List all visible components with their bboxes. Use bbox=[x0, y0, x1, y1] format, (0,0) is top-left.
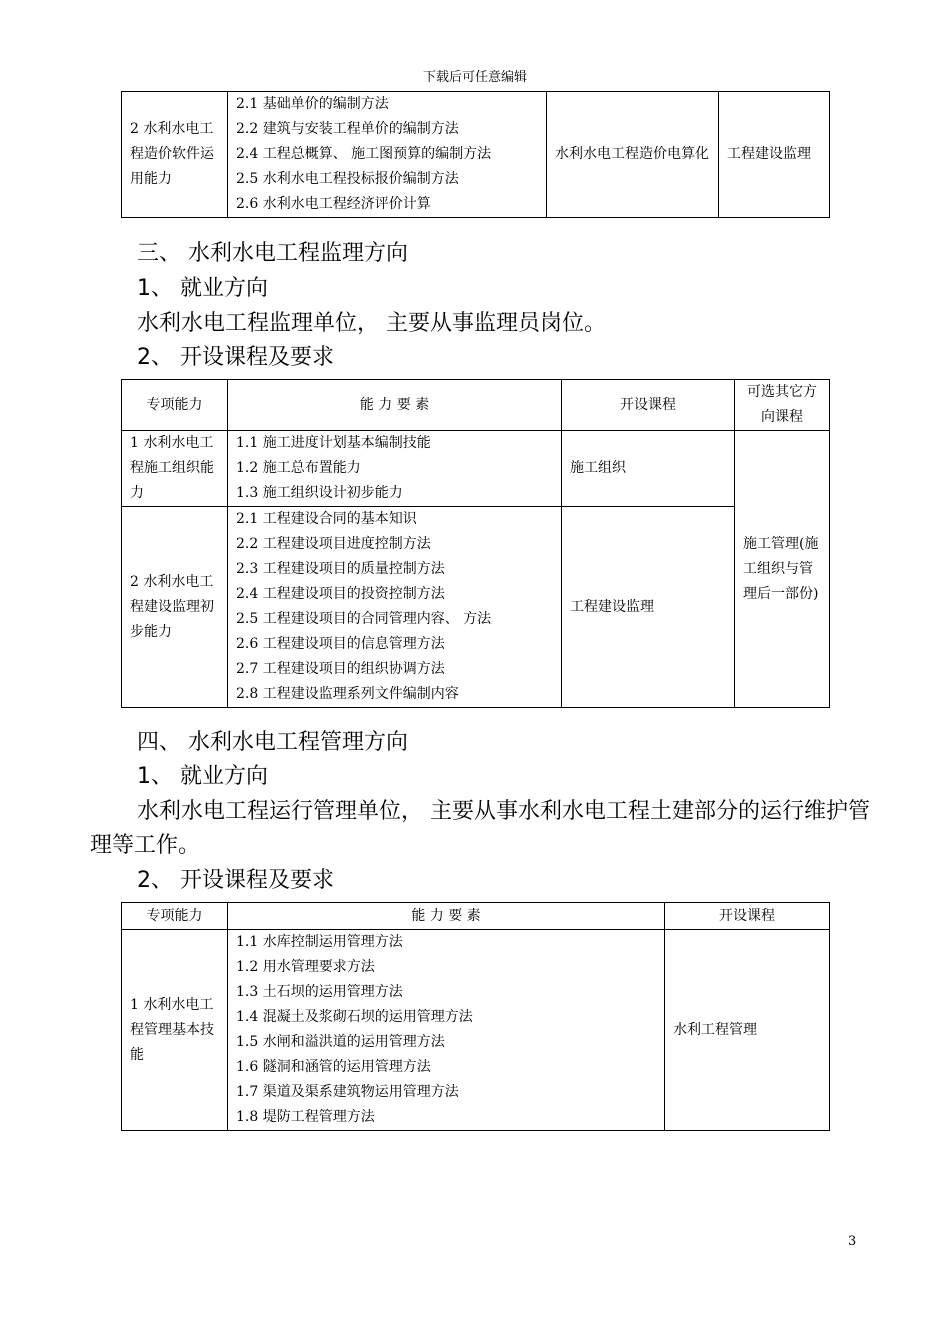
element-item: 2.3 工程建设项目的质量控制方法 bbox=[236, 561, 445, 577]
element-item: 2.7 工程建设项目的组织协调方法 bbox=[236, 661, 445, 677]
element-item: 2.4 工程总概算、 施工图预算的编制方法 bbox=[236, 146, 492, 162]
paragraph: 水利水电工程运行管理单位， 主要从事水利水电工程土建部分的运行维护管理等工作。 bbox=[90, 799, 870, 858]
element-item: 1.2 施工总布置能力 bbox=[236, 460, 361, 476]
section-title: 三、 水利水电工程监理方向 bbox=[137, 241, 408, 266]
header-cell: 可选其它方向课程 bbox=[735, 380, 830, 431]
subsection-title: 1、 就业方向 bbox=[137, 764, 268, 789]
element-item: 2.6 水利水电工程经济评价计算 bbox=[236, 196, 431, 212]
elements-cell bbox=[228, 92, 547, 218]
element-item: 1.4 混凝土及浆砌石坝的运用管理方法 bbox=[236, 1009, 473, 1025]
header-cell: 能 力 要 素 bbox=[228, 903, 665, 930]
course-cell: 水利工程管理 bbox=[665, 930, 830, 1131]
table-management bbox=[121, 902, 830, 1131]
table-row bbox=[122, 930, 830, 1131]
element-item: 1.3 施工组织设计初步能力 bbox=[236, 485, 403, 501]
section-title: 四、 水利水电工程管理方向 bbox=[137, 730, 408, 755]
element-item: 2.2 建筑与安装工程单价的编制方法 bbox=[236, 121, 459, 137]
elements-cell bbox=[228, 507, 562, 708]
element-item: 1.2 用水管理要求方法 bbox=[236, 959, 375, 975]
element-item: 1.1 水库控制运用管理方法 bbox=[236, 934, 403, 950]
element-item: 2.4 工程建设项目的投资控制方法 bbox=[236, 586, 445, 602]
header-cell: 开设课程 bbox=[562, 380, 735, 431]
element-item: 2.5 水利水电工程投标报价编制方法 bbox=[236, 171, 459, 187]
course-cell: 施工组织 bbox=[562, 431, 735, 507]
table-row bbox=[122, 431, 830, 507]
table-row bbox=[122, 507, 830, 708]
ability-cell: 2 水利水电工程造价软件运用能力 bbox=[122, 92, 228, 218]
header-cell: 能 力 要 素 bbox=[228, 380, 562, 431]
element-item: 2.1 工程建设合同的基本知识 bbox=[236, 511, 417, 527]
subsection-title: 2、 开设课程及要求 bbox=[137, 345, 334, 370]
optional-course-cell: 施工管理(施工组织与管理后一部份) bbox=[735, 431, 830, 708]
ability-cell: 1 水利水电工程施工组织能力 bbox=[122, 431, 228, 507]
ability-cell: 2 水利水电工程建设监理初步能力 bbox=[122, 507, 228, 708]
subsection-title: 1、 就业方向 bbox=[137, 276, 268, 301]
header-cell: 专项能力 bbox=[122, 903, 228, 930]
table-row bbox=[122, 92, 830, 218]
optional-course-cell: 工程建设监理 bbox=[719, 92, 830, 218]
element-item: 1.5 水闸和溢洪道的运用管理方法 bbox=[236, 1034, 445, 1050]
element-item: 1.3 土石坝的运用管理方法 bbox=[236, 984, 403, 1000]
header-note: 下载后可任意编辑 bbox=[422, 70, 527, 85]
table-supervision bbox=[121, 379, 830, 708]
header-cell: 专项能力 bbox=[122, 380, 228, 431]
course-cell: 工程建设监理 bbox=[562, 507, 735, 708]
element-item: 1.8 堤防工程管理方法 bbox=[236, 1109, 375, 1125]
element-item: 2.5 工程建设项目的合同管理内容、 方法 bbox=[236, 611, 492, 627]
element-item: 2.6 工程建设项目的信息管理方法 bbox=[236, 636, 445, 652]
page-number: 3 bbox=[848, 1234, 857, 1249]
ability-cell: 1 水利水电工程管理基本技能 bbox=[122, 930, 228, 1131]
element-item: 1.1 施工进度计划基本编制技能 bbox=[236, 435, 431, 451]
header-cell: 开设课程 bbox=[665, 903, 830, 930]
elements-cell bbox=[228, 431, 562, 507]
course-cell: 水利水电工程造价电算化 bbox=[547, 92, 719, 218]
paragraph: 水利水电工程监理单位， 主要从事监理员岗位。 bbox=[137, 311, 606, 336]
subsection-title: 2、 开设课程及要求 bbox=[137, 868, 334, 893]
element-item: 2.2 工程建设项目进度控制方法 bbox=[236, 536, 431, 552]
element-item: 2.1 基础单价的编制方法 bbox=[236, 96, 389, 112]
element-item: 2.8 工程建设监理系列文件编制内容 bbox=[236, 686, 459, 702]
table-header-row bbox=[122, 903, 830, 930]
table-header-row bbox=[122, 380, 830, 431]
elements-cell bbox=[228, 930, 665, 1131]
table-cost-software bbox=[121, 91, 830, 218]
element-item: 1.6 隧洞和涵管的运用管理方法 bbox=[236, 1059, 431, 1075]
element-item: 1.7 渠道及渠系建筑物运用管理方法 bbox=[236, 1084, 459, 1100]
